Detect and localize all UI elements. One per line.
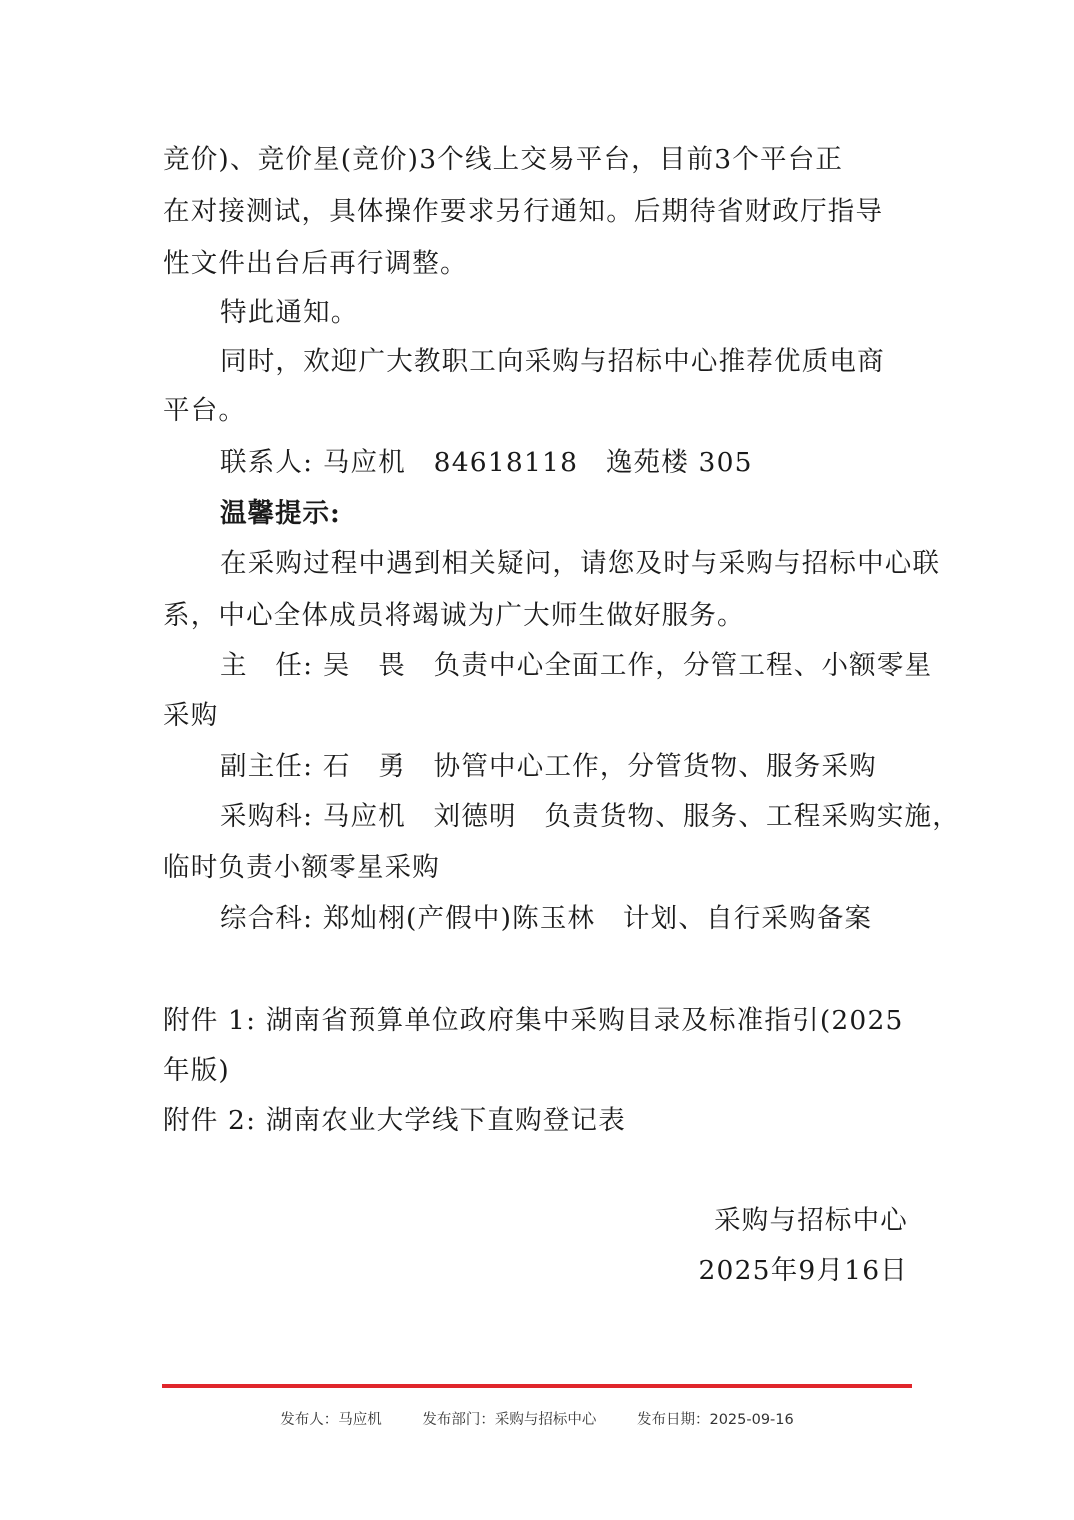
tip-heading: 温馨提示: bbox=[220, 498, 341, 529]
paragraph-line: 系，中心全体成员将竭诚为广大师生做好服务。 bbox=[163, 600, 745, 631]
signature-date: 2025年9月16日 bbox=[698, 1255, 908, 1286]
attachment-1-cont: 年版) bbox=[163, 1055, 230, 1086]
paragraph-line: 平台。 bbox=[163, 395, 247, 426]
staff-procurement-cont: 临时负责小额零星采购 bbox=[163, 852, 440, 883]
staff-general: 综合科: 郑灿栩(产假中)陈玉林 计划、自行采购备案 bbox=[220, 903, 873, 934]
paragraph-line: 在采购过程中遇到相关疑问，请您及时与采购与招标中心联 bbox=[220, 548, 941, 579]
closing-notice: 特此通知。 bbox=[220, 297, 359, 328]
staff-director: 主 任: 吴 畏 负责中心全面工作，分管工程、小额零星 bbox=[220, 650, 933, 681]
paragraph-line: 竞价)、竞价星(竞价)3个线上交易平台，目前3个平台正 bbox=[163, 144, 844, 175]
paragraph-line: 同时，欢迎广大教职工向采购与招标中心推荐优质电商 bbox=[220, 346, 885, 377]
paragraph-line: 在对接测试，具体操作要求另行通知。后期待省财政厅指导 bbox=[163, 196, 884, 227]
staff-director-cont: 采购 bbox=[163, 700, 219, 731]
footer-publisher: 发布人：马应机 bbox=[280, 1412, 382, 1428]
footer-meta bbox=[0, 1408, 1074, 1429]
staff-procurement: 采购科: 马应机 刘德明 负责货物、服务、工程采购实施， bbox=[220, 801, 960, 832]
staff-deputy: 副主任: 石 勇 协管中心工作，分管货物、服务采购 bbox=[220, 751, 877, 782]
contact-line: 联系人: 马应机 84618118 逸苑楼 305 bbox=[220, 447, 753, 478]
footer-date: 发布日期：2025-09-16 bbox=[636, 1412, 794, 1428]
signature-org: 采购与招标中心 bbox=[714, 1205, 908, 1236]
attachment-1: 附件 1: 湖南省预算单位政府集中采购目录及标准指引(2025 bbox=[163, 1005, 904, 1036]
attachment-2: 附件 2: 湖南农业大学线下直购登记表 bbox=[163, 1105, 626, 1136]
footer-department: 发布部门：采购与招标中心 bbox=[422, 1412, 597, 1428]
paragraph-line: 性文件出台后再行调整。 bbox=[163, 248, 468, 279]
footer-divider bbox=[162, 1384, 912, 1388]
